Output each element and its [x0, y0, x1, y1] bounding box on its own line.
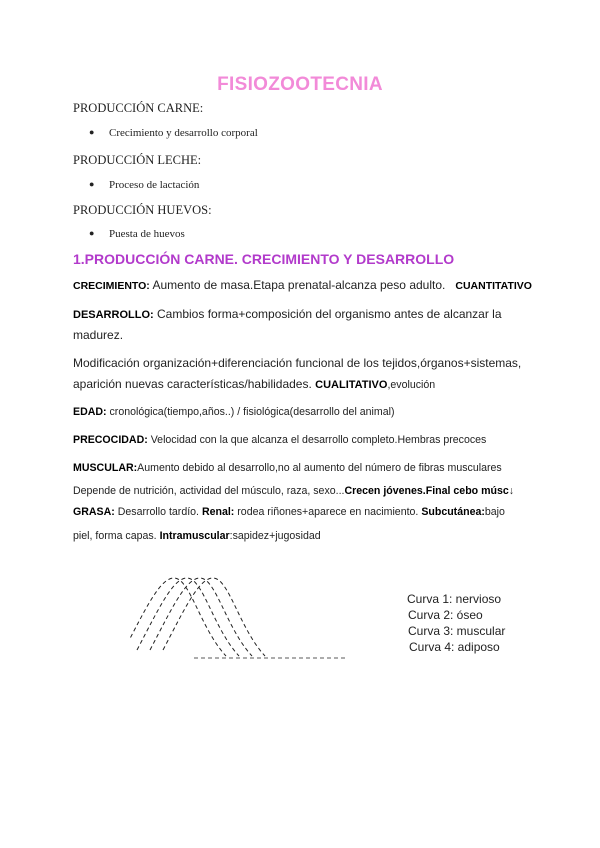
grasa-term: GRASA: — [73, 506, 115, 518]
depende-text: Depende de nutrición, actividad del músculo, raza, sexo... — [73, 485, 345, 497]
bullet-item-leche — [89, 179, 199, 191]
grasa-line-1 — [73, 506, 505, 518]
precocidad-text: Velocidad con la que alcanza el desarrollo completo.Hembras precoces — [147, 434, 487, 446]
bullet-text: Puesta de huevos — [109, 228, 185, 240]
desarrollo-term: DESARROLLO: — [73, 309, 154, 321]
modificacion-text: aparición nuevas características/habilidades. — [73, 377, 316, 391]
edad-text: cronológica(tiempo,años..) / fisiológica(desarrollo del animal) — [106, 406, 395, 418]
growth-curve-1 — [130, 578, 226, 656]
section-heading-leche: PRODUCCIÓN LECHE: — [73, 153, 202, 167]
modificacion-tail: ,evolución — [387, 379, 436, 391]
grasa-text-2: rodea riñones+aparece en nacimiento. — [234, 506, 422, 518]
grasa-line-2 — [73, 530, 321, 542]
crecimiento-tag: CUANTITATIVO — [455, 280, 532, 292]
legend-curva-4: Curva 4: adiposo — [409, 640, 500, 654]
desarrollo-line-1 — [73, 307, 502, 321]
section-heading-carne: PRODUCCIÓN CARNE: — [73, 101, 204, 115]
muscular-text: Aumento debido al desarrollo,no al aumento del número de fibras musculares — [137, 462, 502, 474]
grasa2-text-2: :sapidez+jugosidad — [229, 530, 321, 542]
precocidad-term: PRECOCIDAD: — [73, 434, 148, 446]
desarrollo-line-2: madurez. — [73, 328, 124, 342]
section-heading-huevos: PRODUCCIÓN HUEVOS: — [73, 203, 212, 217]
renal-term: Renal: — [201, 506, 235, 518]
bullet-item-carne — [89, 127, 258, 139]
modificacion-line-2 — [73, 377, 435, 391]
crecimiento-line — [73, 278, 532, 292]
legend-curva-3: Curva 3: muscular — [408, 624, 506, 638]
edad-line — [73, 406, 394, 418]
bullet-text: Proceso de lactación — [109, 179, 200, 191]
bullet-icon: ● — [89, 179, 95, 189]
page-title: FISIOZOOTECNIA — [217, 74, 383, 95]
curves-group — [130, 578, 265, 656]
modificacion-line-1: Modificación organización+diferenciación funcional de los tejidos,órganos+sistemas, — [73, 356, 522, 370]
grasa2-text-1: piel, forma capas. — [73, 530, 160, 542]
legend-curva-1: Curva 1: nervioso — [407, 592, 502, 606]
edad-term: EDAD: — [73, 406, 107, 418]
crecimiento-text: Aumento de masa.Etapa prenatal-alcanza peso adulto. — [149, 278, 446, 292]
subcutanea-term: Subcutánea: — [421, 506, 485, 518]
grasa-text-1: Desarrollo tardío. — [114, 506, 202, 518]
depende-arrow: ↓ — [508, 485, 515, 497]
bullet-icon: ● — [89, 127, 95, 137]
intramuscular-term: Intramuscular — [159, 530, 230, 542]
legend-curva-2: Curva 2: óseo — [408, 608, 483, 622]
muscular-term: MUSCULAR: — [73, 462, 138, 474]
depende-bold: Crecen jóvenes.Final cebo músc — [344, 485, 509, 497]
grasa-text-3: bajo — [484, 506, 505, 518]
desarrollo-text: Cambios forma+composición del organismo antes de alcanzar la — [153, 307, 502, 321]
precocidad-line — [73, 434, 486, 446]
bullet-item-huevos — [89, 228, 185, 240]
muscular-line — [73, 462, 502, 474]
section-subheading: 1.PRODUCCIÓN CARNE. CRECIMIENTO Y DESARROLLO — [73, 251, 455, 267]
growth-curves-chart — [130, 570, 350, 662]
crecimiento-term: CRECIMIENTO: — [73, 280, 150, 292]
bullet-icon: ● — [89, 228, 95, 238]
bullet-text: Crecimiento y desarrollo corporal — [109, 127, 258, 139]
depende-line — [73, 485, 514, 497]
modificacion-tag: CUALITATIVO — [315, 379, 388, 391]
